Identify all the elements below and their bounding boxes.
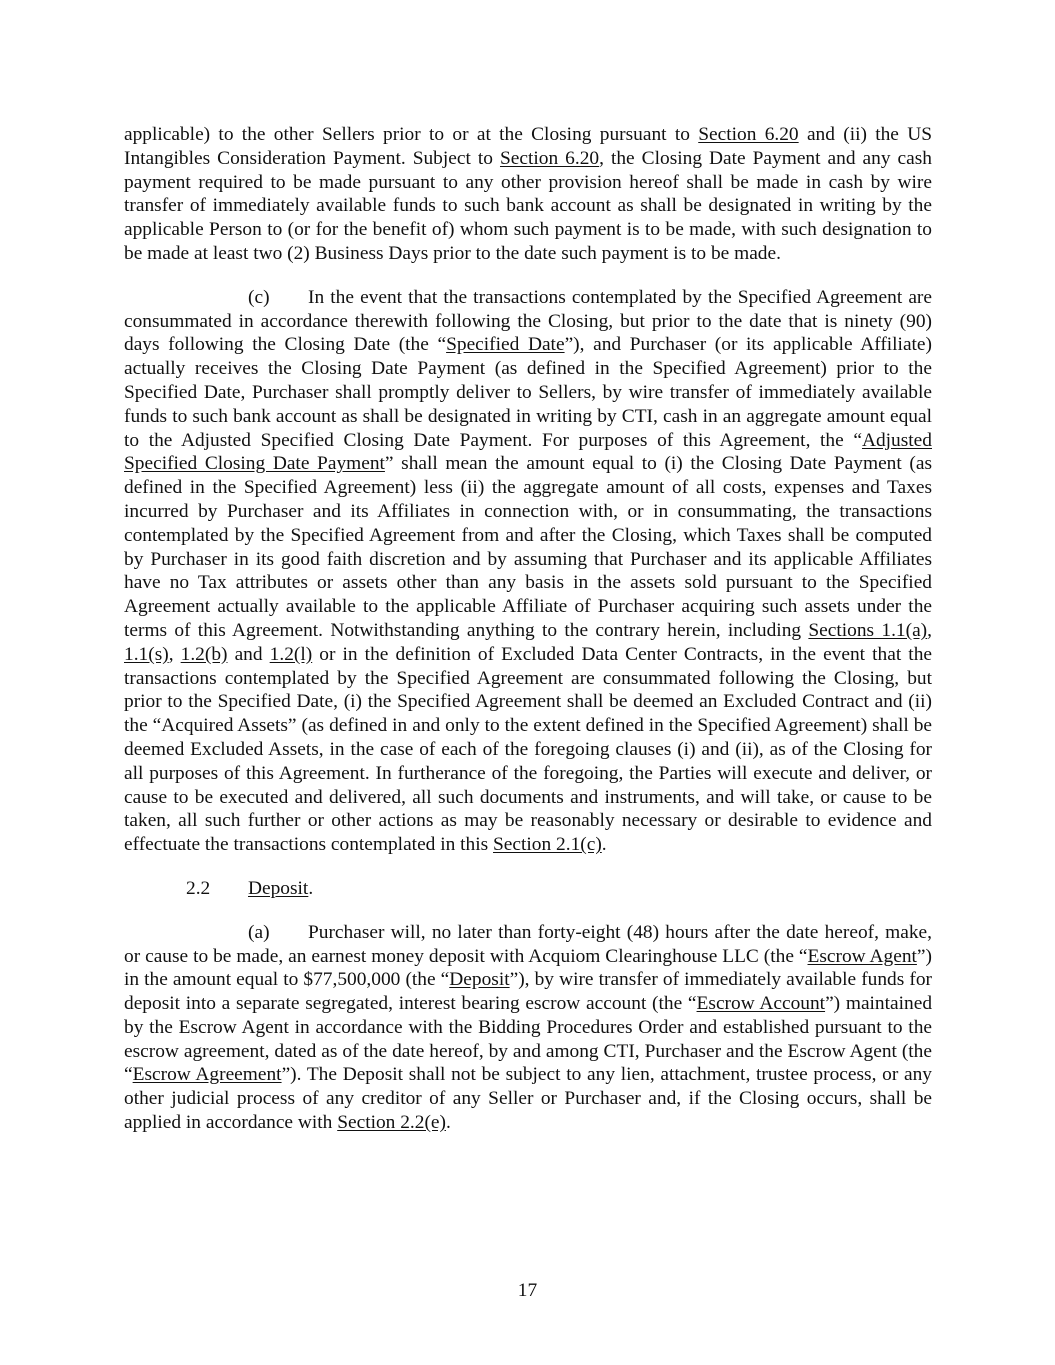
paragraph-continuation [124,123,932,266]
section-reference: Section 6.20 [698,124,799,145]
document-page [124,123,932,1135]
paragraph-spacer [124,266,932,286]
paragraph-spacer [124,857,932,877]
defined-term: Deposit [449,969,510,991]
clause-marker: (c) [248,286,270,308]
section-number: 2.2 [186,877,211,899]
text-run: . [445,1112,451,1134]
text-run: applicable) to the other Sellers prior to or at the Closing pursuant to [124,124,699,145]
defined-term: Escrow Agent [807,945,917,967]
text-run: and [227,643,270,665]
text-run: ”). The Deposit shall not be subject to any lien, attachment, trustee process, or any other judicial process of any creditor of any Seller or Purchaser and, if the Closing occurs, shall be applied in accordance with [124,1064,932,1134]
text-run: . [308,877,314,899]
defined-term: Adjusted Specified Closing Date Payment [124,429,932,475]
defined-term: Specified Date [446,334,565,356]
defined-term: Escrow Account [696,993,826,1015]
text-run: , [168,643,181,665]
text-run: In the event that the transactions contemplated by the Specified Agreement are consummated in accordance therewith following the Closing, but prior to the date that is ninety (90) days following the Closing Date (the “ [124,286,932,356]
clause-marker: (a) [248,921,270,943]
text-run: , the Closing Date Payment and any cash payment required to be made pursuant to any other provision hereof shall be made in cash by wire transfer of immediately available funds to such bank account as shall be designated in writing by the applicable Person to (or for the benefit of) whom such payment is to be made, with such designation to be made at least two (2) Business Days prior to the date such payment is to be made. [124,147,932,264]
paragraph-c [124,286,932,857]
section-reference: 1.1(s) [124,643,169,665]
defined-term: Escrow Agreement [132,1064,282,1086]
text-run: Purchaser will, no later than forty-eight (48) hours after the date hereof, make, or cause to be made, an earnest money deposit with Acquiom Clearinghouse LLC (the “ [124,921,932,967]
paragraph-a [124,921,932,1135]
text-run: , [927,619,932,641]
text-run: ”) maintained by the Escrow Agent in accordance with the Bidding Procedures Order and established pursuant to the escrow agreement, dated as of the date hereof, by and among CTI, Purchaser and the Escrow Agent (the “ [124,993,933,1086]
section-reference: 1.2(b) [180,643,228,665]
section-heading [124,877,932,901]
section-title: Deposit [248,877,309,899]
paragraph-spacer [124,901,932,921]
text-run: ”), by wire transfer of immediately available funds for deposit into a separate segregated, interest bearing escrow account (the “ [124,969,932,1015]
section-reference: Section 2.2(e) [337,1112,446,1134]
text-run: or in the definition of Excluded Data Center Contracts, in the event that the transactions contemplated by the Specified Agreement are consummated following the Closing, but prior to the Specified Date, (i) the Specified Agreement shall be deemed an Excluded Contract and (ii) the “Acquired Assets” (as defined in and only to the extent defined in the Specified Agreement) shall be deemed Excluded Assets, in the case of each of the foregoing clauses (i) and (ii), as of the Closing for all purposes of this Agreement. In furtherance of the foregoing, the Parties will execute and deliver, or cause to be executed and delivered, all such documents and instruments, and will take, or cause to be taken, all such further or other actions as may be reasonably necessary or desirable to evidence and effectuate the transactions contemplated in this [124,643,932,856]
text-run: ” shall mean the amount equal to (i) the Closing Date Payment (as defined in the Specified Agreement) less (ii) the aggregate amount of all costs, expenses and Taxes incurred by Purchaser and its Affiliates in connection with, or in consummating, the transactions contemplated by the Specified Agreement from and after the Closing, which Taxes shall be computed by Purchaser in its good faith discretion and by assuming that Purchaser and its applicable Affiliates have no Tax attributes or assets other than any basis in the assets sold pursuant to the Specified Agreement actually available to the applicable Affiliate of Purchaser acquiring such assets under the terms of this Agreement. Notwithstanding anything to the contrary herein, including [124,453,932,641]
text-run: . [601,834,607,856]
text-run: ”), and Purchaser (or its applicable Affiliate) actually receives the Closing Date Payment (as defined in the Specified Agreement) prior to the Specified Date, Purchaser shall promptly deliver to Sellers, by wire transfer of immediately available funds to such bank account as shall be designated in writing by CTI, cash in an aggregate amount equal to the Adjusted Specified Closing Date Payment. For purposes of this Agreement, the “ [124,334,932,451]
section-reference: Sections 1.1(a) [808,619,928,641]
page-number: 17 [517,1280,538,1301]
text-run: ”) in the amount equal to $77,500,000 (the “ [124,945,932,991]
section-reference: 1.2(l) [269,643,313,665]
section-reference: Section 2.1(c) [493,834,602,856]
section-reference: Section 6.20 [499,147,600,169]
text-run: and (ii) the US Intangibles Consideration Payment. Subject to [124,124,932,169]
